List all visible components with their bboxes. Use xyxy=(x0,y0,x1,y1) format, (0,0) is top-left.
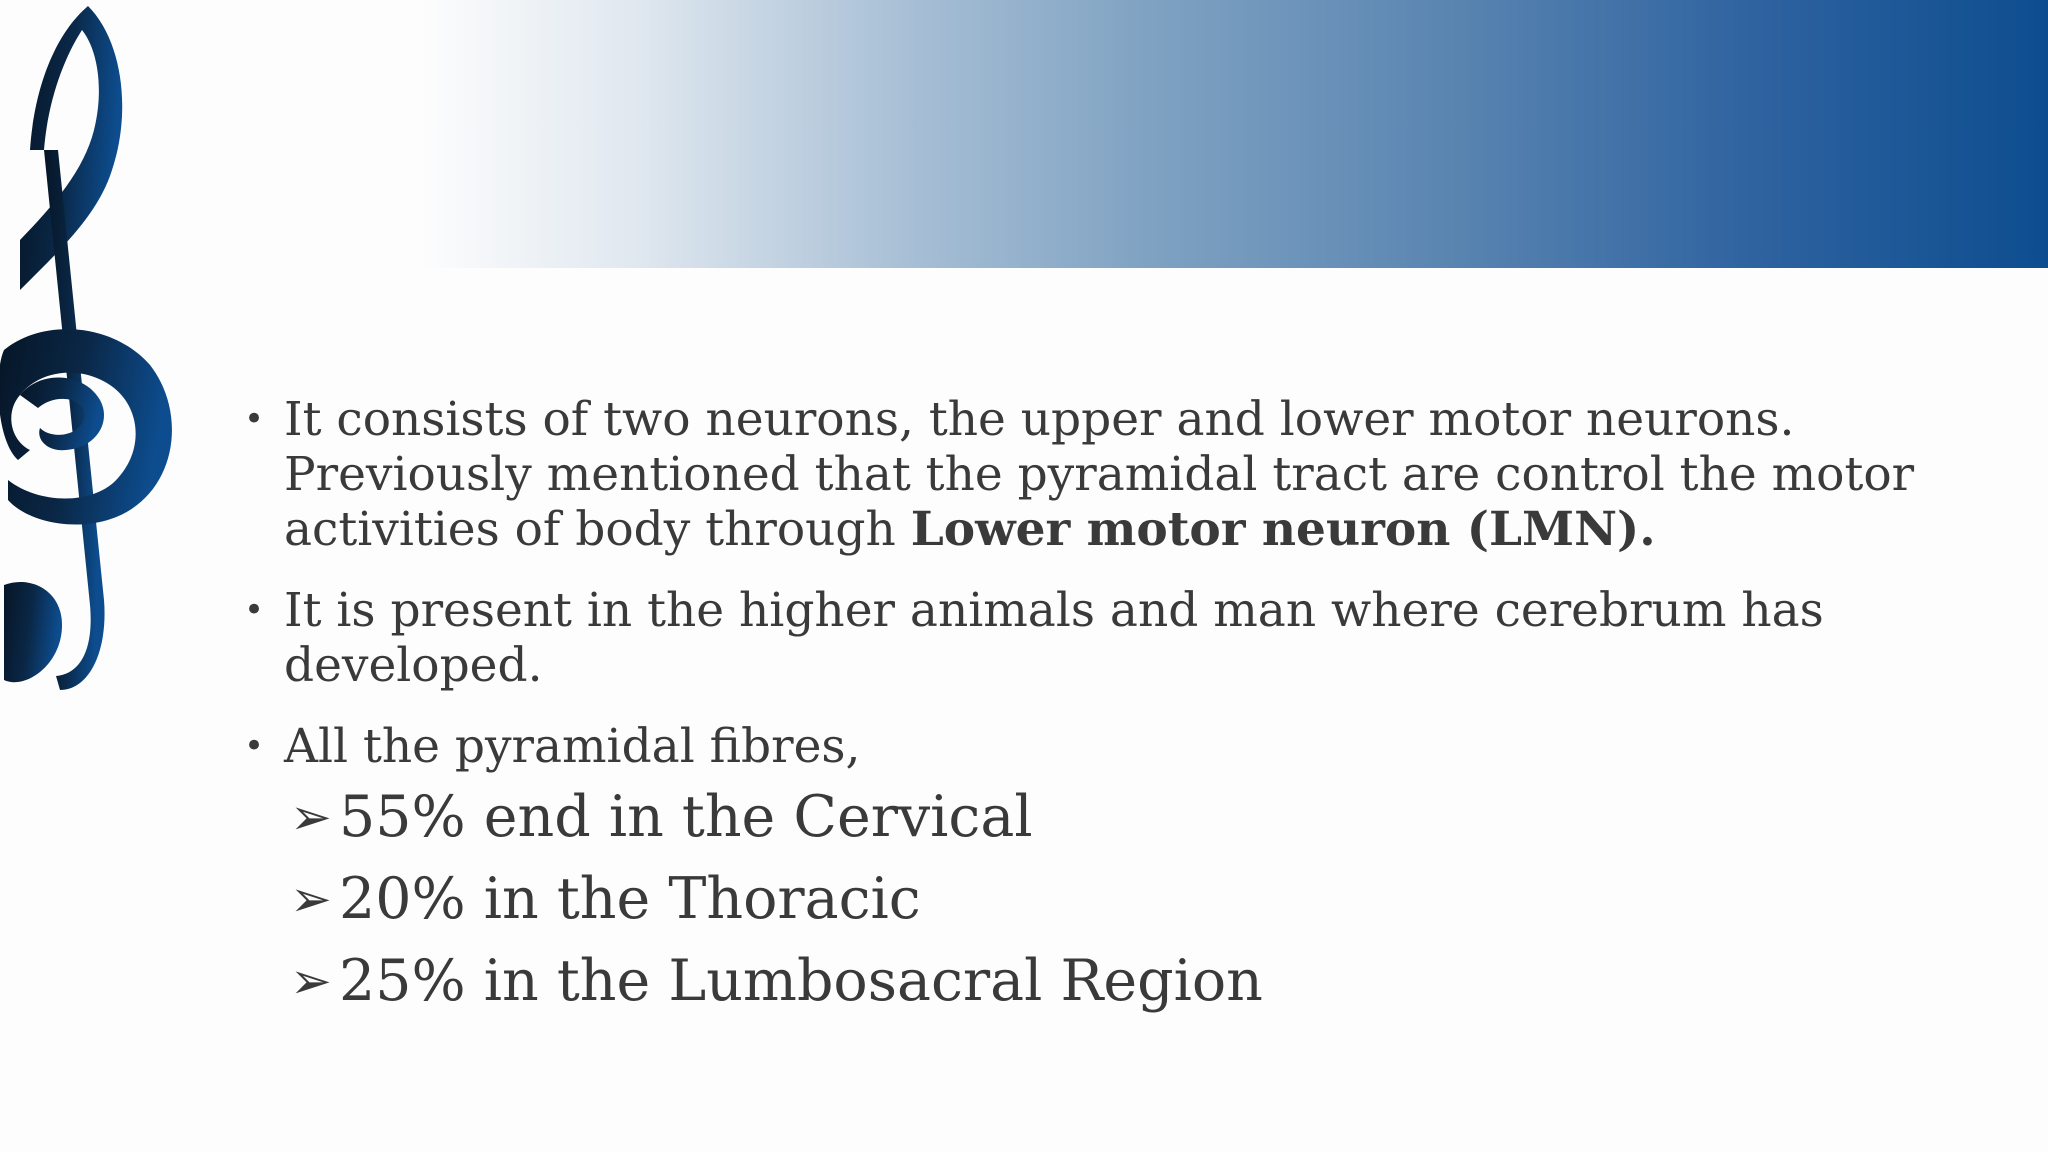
bullet-bold-text: Lower motor neuron (LMN). xyxy=(910,502,1656,557)
sub-item xyxy=(240,866,2030,932)
bullet-text: It is present in the higher animals and man where cerebrum has developed. xyxy=(284,583,1824,693)
bullet-text: All the pyramidal fibres, xyxy=(284,719,861,774)
arrow-bullet-icon: ➢ xyxy=(290,788,332,846)
sub-item-text: 55% end in the Cervical xyxy=(339,784,1033,850)
bullet-text: It consists of two neurons, the upper and lower motor neurons. Previously mentioned that the pyramidal tract are control the motor activities of body through xyxy=(284,392,1915,557)
bullet-item xyxy=(240,583,2030,693)
arrow-bullet-icon: ➢ xyxy=(290,870,332,928)
sub-item-text: 25% in the Lumbosacral Region xyxy=(339,948,1263,1014)
slide-content xyxy=(240,392,2030,1030)
bullet-item xyxy=(240,392,2030,557)
sub-item xyxy=(240,948,2030,1014)
bullet-dot-icon: • xyxy=(244,726,265,766)
bullet-dot-icon: • xyxy=(244,399,265,439)
bullet-item xyxy=(240,719,2030,774)
sub-item xyxy=(240,784,2030,850)
header-gradient-band xyxy=(0,0,2048,268)
arrow-bullet-icon: ➢ xyxy=(290,952,332,1010)
sub-item-text: 20% in the Thoracic xyxy=(339,866,921,932)
bullet-dot-icon: • xyxy=(244,590,265,630)
treble-clef-icon xyxy=(0,0,180,700)
